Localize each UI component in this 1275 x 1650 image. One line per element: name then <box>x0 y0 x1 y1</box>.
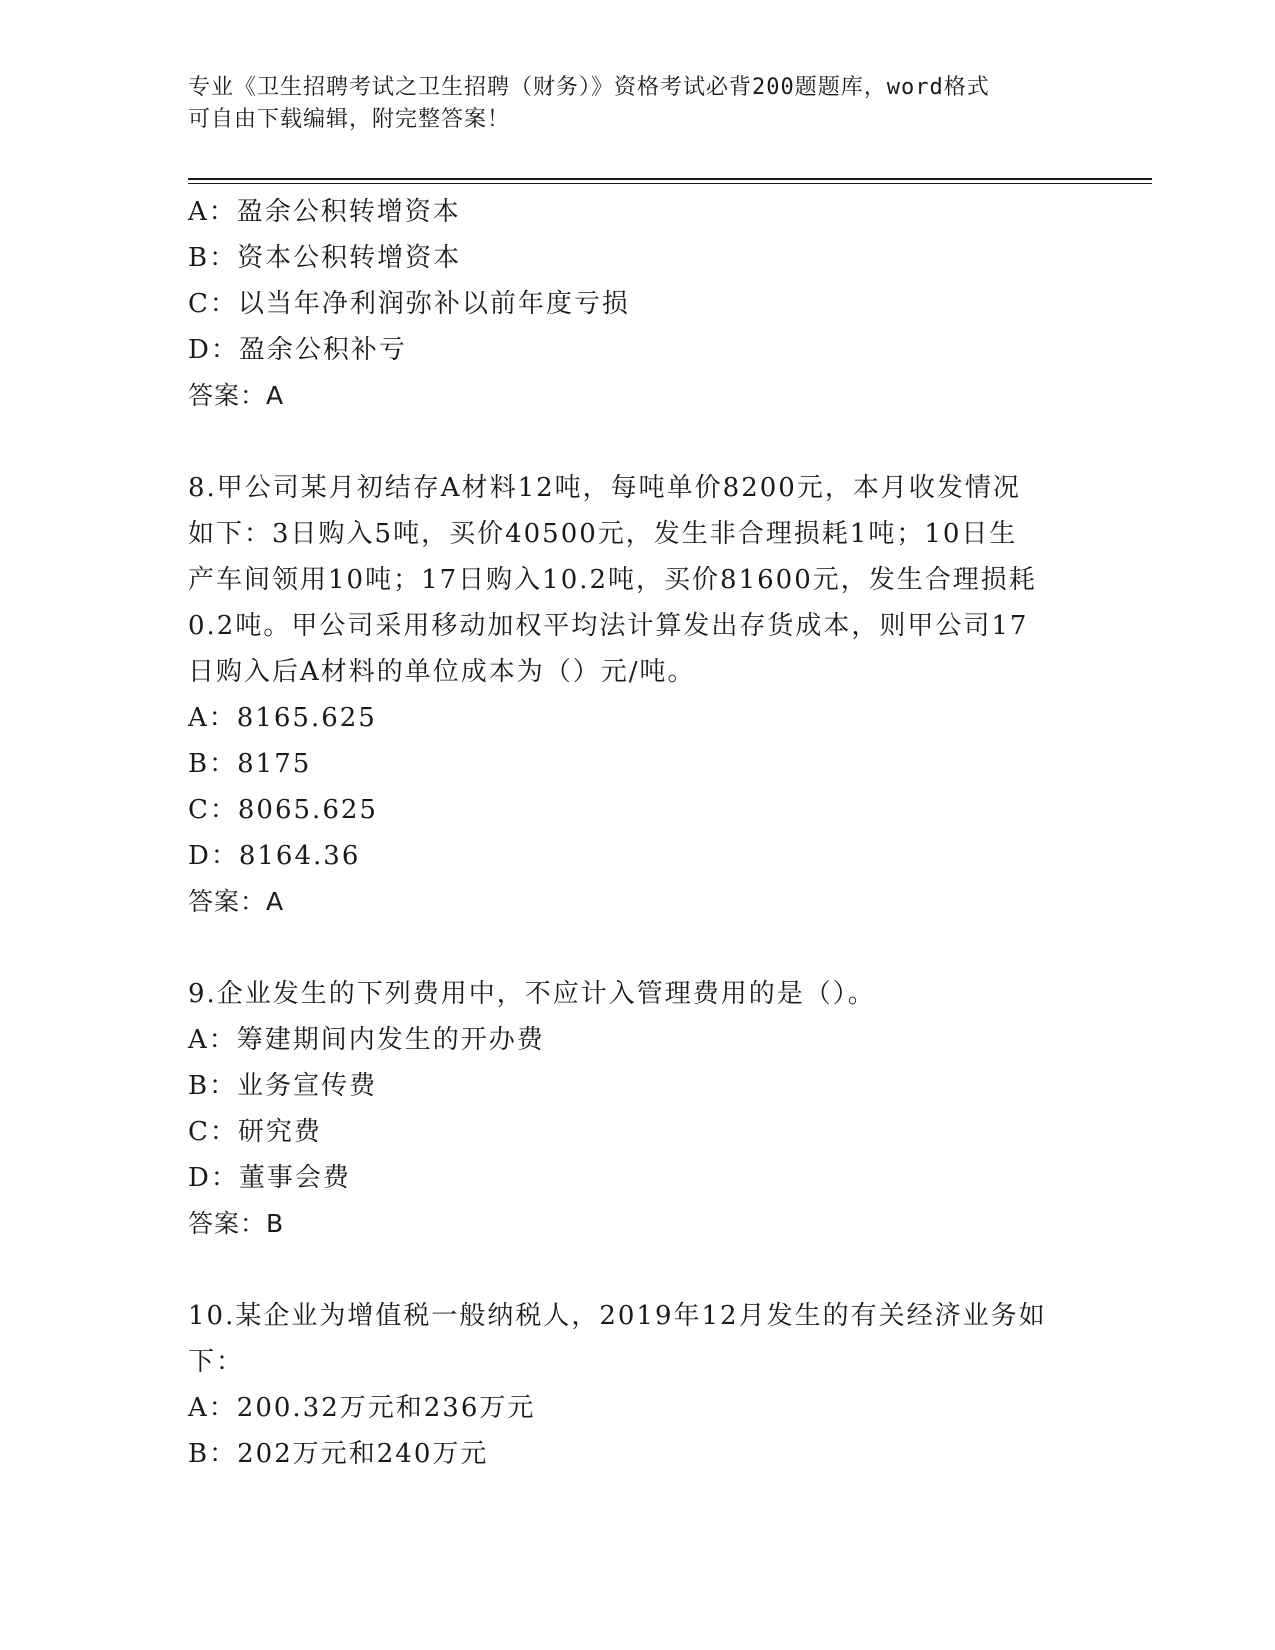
option-a: A：盈余公积转增资本 <box>188 197 461 227</box>
spacer <box>188 419 1078 465</box>
question-text-line: 8.甲公司某月初结存A材料12吨，每吨单价8200元，本月收发情况 <box>188 473 1021 503</box>
question-text-line: 日购入后A材料的单位成本为（）元/吨。 <box>188 657 696 687</box>
option-d: D：盈余公积补亏 <box>188 335 407 365</box>
option-d: D：8164.36 <box>188 841 361 871</box>
option-b: B：业务宣传费 <box>188 1071 378 1101</box>
header-divider-thick <box>188 178 1152 180</box>
question-8-block <box>188 465 1078 925</box>
question-text-line: 产车间领用10吨；17日购入10.2吨，买价81600元，发生合理损耗 <box>188 565 1037 595</box>
question-text-line: 9.企业发生的下列费用中，不应计入管理费用的是（）。 <box>188 979 876 1009</box>
question-text-line: 10.某企业为增值税一般纳税人，2019年12月发生的有关经济业务如 <box>188 1301 1047 1331</box>
spacer <box>188 925 1078 971</box>
spacer <box>188 1247 1078 1293</box>
question-text-line: 如下：3日购入5吨，买价40500元，发生非合理损耗1吨；10日生 <box>188 519 1018 549</box>
question-text-line: 下： <box>188 1347 245 1377</box>
option-b: B：202万元和240万元 <box>188 1439 489 1469</box>
answer: 答案：A <box>188 381 285 410</box>
answer: 答案：A <box>188 887 285 916</box>
document-header <box>188 72 1088 136</box>
option-a: A：8165.625 <box>188 703 377 733</box>
document-body <box>188 189 1078 1477</box>
option-a: A：200.32万元和236万元 <box>188 1393 536 1423</box>
header-line-1: 专业《卫生招聘考试之卫生招聘（财务）》资格考试必背200题题库，word格式 <box>188 75 990 100</box>
header-divider-thin <box>188 183 1152 184</box>
option-c: C：研究费 <box>188 1117 322 1147</box>
answer: 答案：B <box>188 1209 285 1238</box>
option-c: C：以当年净利润弥补以前年度亏损 <box>188 289 630 319</box>
question-10-block <box>188 1293 1078 1477</box>
question-9-block <box>188 971 1078 1247</box>
question-7-block <box>188 189 1078 419</box>
option-d: D：董事会费 <box>188 1163 351 1193</box>
option-b: B：8175 <box>188 749 312 779</box>
option-b: B：资本公积转增资本 <box>188 243 462 273</box>
header-line-2: 可自由下载编辑，附完整答案！ <box>188 107 511 132</box>
option-a: A：筹建期间内发生的开办费 <box>188 1025 545 1055</box>
question-text-line: 0.2吨。甲公司采用移动加权平均法计算发出存货成本，则甲公司17 <box>188 611 1029 641</box>
option-c: C：8065.625 <box>188 795 378 825</box>
